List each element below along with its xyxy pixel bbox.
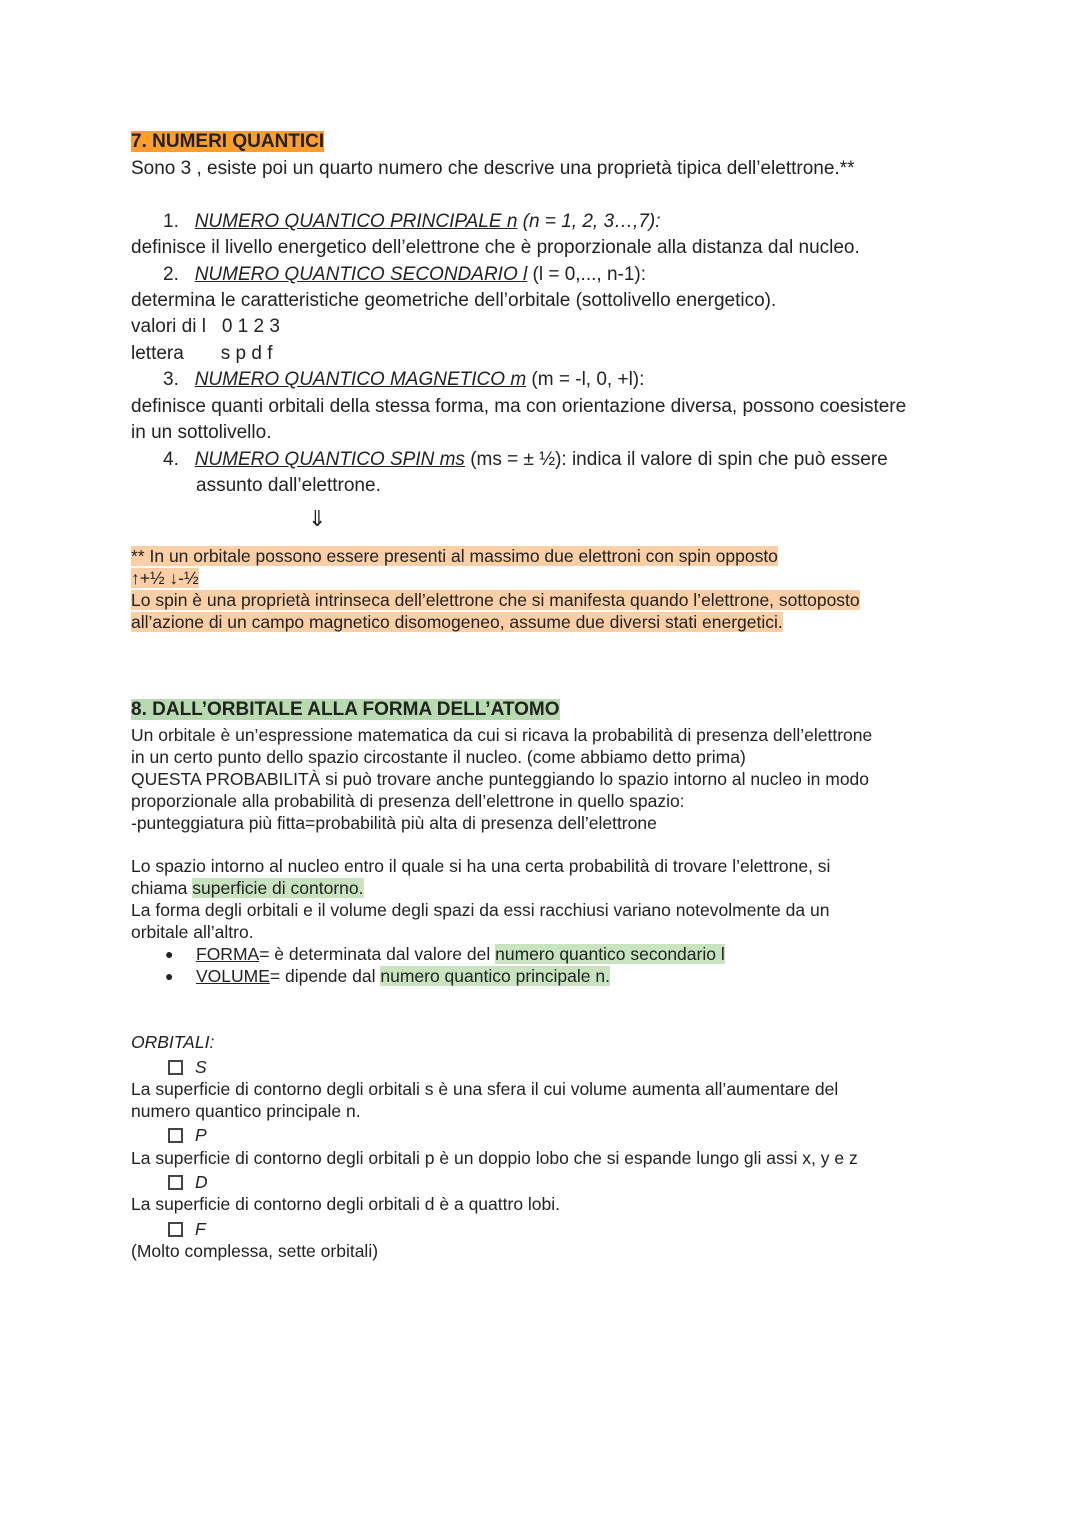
letters-row: lettera s p d f [131,343,273,364]
orbital-f-desc: (Molto complessa, sette orbitali) [131,1241,379,1261]
list-item-4: 4. NUMERO QUANTICO SPIN ms (ms = ± ½): indica il valore di spin che può essere [163,449,888,470]
spin-note-3: Lo spin è una proprietà intrinseca dell’elettrone che si manifesta quando l’elettrone, sottoposto [131,590,860,610]
list-item-2: 2. NUMERO QUANTICO SECONDARIO l (l = 0,..., n-1): [163,264,647,285]
section-7-intro: Sono 3 , esiste poi un quarto numero che descrive una proprietà tipica dell’elettrone.** [131,158,855,179]
section-8-p3: QUESTA PROBABILITÀ si può trovare anche punteggiando lo spazio intorno al nucleo in modo [131,769,870,789]
orbital-s-desc-2: numero quantico principale n. [131,1101,361,1121]
orbital-d-checkbox[interactable]: D [168,1171,208,1193]
section-8-p7: chiama superficie di contorno. [131,878,364,898]
section-8-title: 8. DALL’ORBITALE ALLA FORMA DELL’ATOMO [131,699,560,720]
checkbox-icon[interactable] [168,1060,183,1075]
bullet-volume: VOLUME= dipende dal numero quantico principale n. [196,966,610,986]
checkbox-icon[interactable] [168,1175,183,1190]
section-7-title: 7. NUMERI QUANTICI [131,131,325,152]
bullet-icon: ● [165,968,174,984]
orbitals-title: ORBITALI: [131,1032,215,1052]
list-item-3-desc-1: definisce quanti orbitali della stessa forma, ma con orientazione diversa, possono coesistere [131,396,907,417]
checkbox-icon[interactable] [168,1222,183,1237]
bullet-icon: ● [165,946,174,962]
checkbox-icon[interactable] [168,1128,183,1143]
spin-note-1: ** In un orbitale possono essere presenti al massimo due elettroni con spin opposto [131,546,778,566]
section-8-p9: orbitale all’altro. [131,922,254,942]
spin-note-2: ↑+½ ↓-½ [131,568,199,588]
bullet-forma: FORMA= è determinata dal valore del numero quantico secondario l [196,944,725,964]
orbital-s-desc-1: La superficie di contorno degli orbitali s è una sfera il cui volume aumenta all’aumentare del [131,1079,839,1099]
down-arrow-icon: ⇓ [308,506,327,531]
section-8-p2: in un certo punto dello spazio circostante il nucleo. (come abbiamo detto prima) [131,747,746,767]
orbital-s-checkbox[interactable]: S [168,1056,207,1078]
values-row: valori di l 0 1 2 3 [131,316,280,337]
section-8-p1: Un orbitale è un’espressione matematica da cui si ricava la probabilità di presenza dell’elettrone [131,725,873,745]
list-item-2-desc: determina le caratteristiche geometriche dell’orbitale (sottolivello energetico). [131,290,777,311]
list-item-3-desc-2: in un sottolivello. [131,422,272,443]
section-8-p5: -punteggiatura più fitta=probabilità più alta di presenza dell’elettrone [131,813,657,833]
section-8-p8: La forma degli orbitali e il volume degli spazi da essi racchiusi variano notevolmente da un [131,900,830,920]
list-item-1: 1. NUMERO QUANTICO PRINCIPALE n (n = 1, 2, 3…,7): [163,211,661,232]
orbital-p-checkbox[interactable]: P [168,1124,207,1146]
spin-note-4: all’azione di un campo magnetico disomogeneo, assume due diversi stati energetici. [131,612,783,632]
orbital-d-desc: La superficie di contorno degli orbitali d è a quattro lobi. [131,1194,561,1214]
orbital-p-desc: La superficie di contorno degli orbitali p è un doppio lobo che si espande lungo gli assi x, y e z [131,1148,858,1168]
list-item-3: 3. NUMERO QUANTICO MAGNETICO m (m = -l, 0, +l): [163,369,645,390]
list-item-4-desc: assunto dall’elettrone. [196,475,381,496]
section-8-p6: Lo spazio intorno al nucleo entro il quale si ha una certa probabilità di trovare l’elettrone, si [131,856,831,876]
section-8-p4: proporzionale alla probabilità di presenza dell’elettrone in quello spazio: [131,791,685,811]
orbital-f-checkbox[interactable]: F [168,1218,206,1240]
list-item-1-desc: definisce il livello energetico dell’elettrone che è proporzionale alla distanza dal nucleo. [131,237,860,258]
